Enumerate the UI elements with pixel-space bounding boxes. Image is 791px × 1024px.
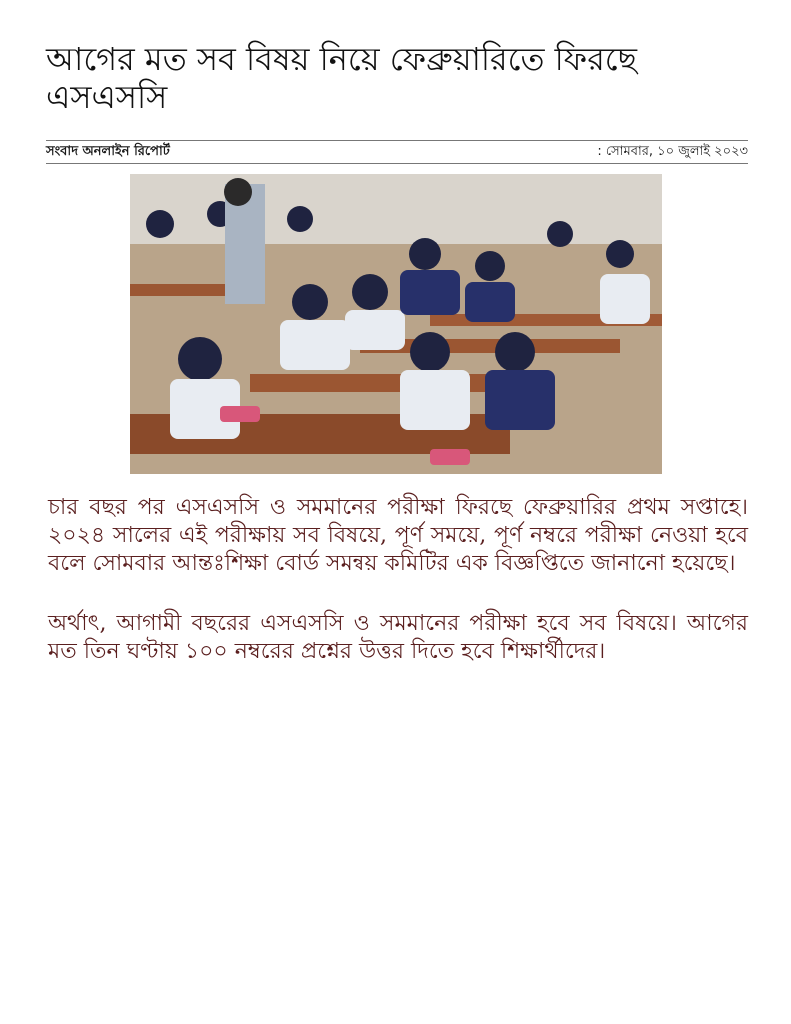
author-name: সংবাদ অনলাইন রিপোর্ট [46, 143, 170, 159]
article-paragraph: অর্থাৎ, আগামী বছরের এসএসসি ও সমমানের পরীক্ষা হবে সব বিষয়ে। আগের মত তিন ঘণ্টায় ১০০ নম্বরের প্রশ্নের উত্তর দিতে হবে শিক্ষার্থীদের। [48, 611, 748, 664]
article-paragraph: চার বছর পর এসএসসি ও সমমানের পরীক্ষা ফিরছে ফেব্রুয়ারির প্রথম সপ্তাহে। ২০২৪ সালের এই পরীক্ষায় সব বিষয়ে, পূর্ণ সময়ে, পূর্ণ নম্বরে পরীক্ষা নেওয়া হবে বলে সোমবার আন্তঃশিক্ষা বোর্ড সমন্বয় কমিটির এক বিজ্ঞপ্তিতে জানানো হয়েছে। [48, 495, 748, 576]
article-body [48, 494, 748, 698]
publish-date: : সোমবার, ১০ জুলাই ২০২৩ [597, 143, 748, 159]
article-photo [130, 174, 662, 474]
article-headline: আগের মত সব বিষয় নিয়ে ফেব্রুয়ারিতে ফিরছে এসএসসি [46, 40, 638, 116]
byline-bar [46, 140, 748, 164]
exam-hall-photo [130, 174, 662, 474]
